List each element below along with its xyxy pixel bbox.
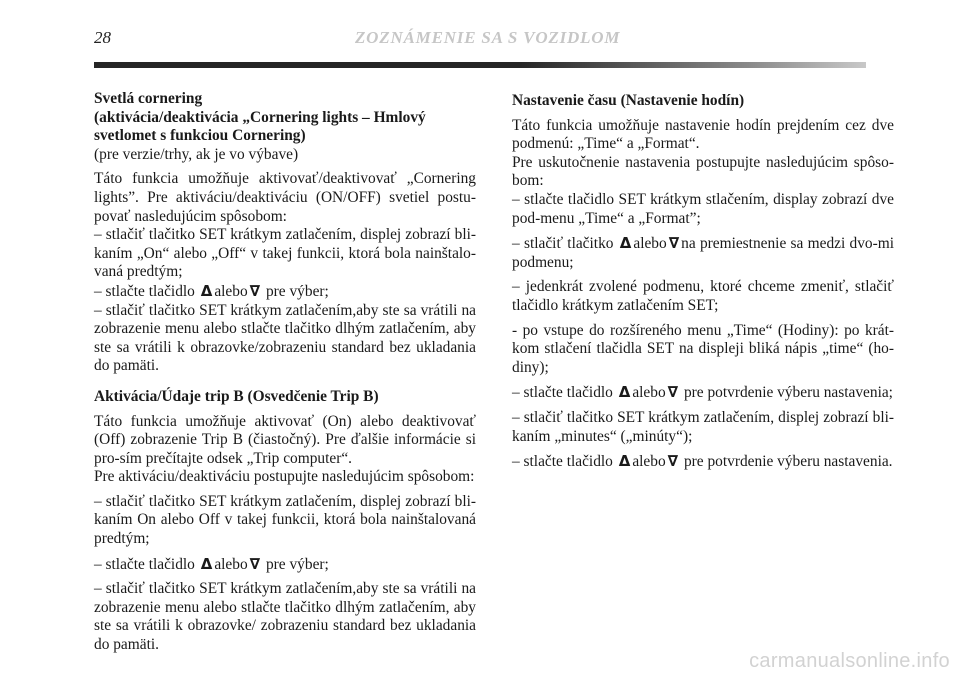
text-fragment: alebo	[214, 282, 248, 300]
clock-paragraph-2: Pre uskutočnenie nastavenia postupujte nasledujúcim spôso-bom:	[512, 153, 894, 190]
triangle-up-icon: Δ	[618, 383, 631, 402]
cornering-paragraph-1: Táto funkcia umožňuje aktivovať/deaktivovať „Cornering lights”. Pre aktiváciu/deaktiváciu (ON/OFF) svetiel postu-povať nasledujúcim spôsobom:	[94, 170, 476, 225]
triangle-up-icon: Δ	[618, 452, 631, 471]
clock-paragraph-9	[512, 452, 894, 472]
text-fragment: – stlačte tlačidlo	[512, 384, 613, 402]
triangle-down-icon: ∇	[249, 281, 261, 300]
text-fragment: alebo	[633, 235, 667, 253]
cornering-paragraph-3	[94, 282, 476, 302]
trip-b-paragraph-2: Pre aktiváciu/deaktiváciu postupujte nasledujúcim spôsobom:	[94, 468, 475, 486]
triangle-down-icon: ∇	[667, 383, 679, 402]
trip-b-paragraph-4	[94, 555, 476, 575]
text-fragment: – stlačte tlačidlo	[94, 555, 195, 573]
clock-paragraph-4	[512, 234, 894, 272]
page-number: 28	[94, 28, 111, 47]
text-fragment: pre potvrdenie výberu nastavenia.	[683, 453, 893, 471]
text-fragment: alebo	[632, 453, 666, 471]
text-fragment: alebo	[632, 384, 666, 402]
trip-b-paragraph-1: Táto funkcia umožňuje aktivovať (On) alebo deaktivovať (Off) zobrazenie Trip B (čiastočný). Pre ďalšie informácie si pro-sím prečítajte odsek „Trip computer“.	[94, 412, 476, 467]
text-fragment: na premiestnenie sa medzi dvo-mi podmenu;	[512, 235, 894, 271]
watermark: carmanualsonline.info	[749, 650, 950, 672]
clock-paragraph-5: – jedenkrát zvolené podmenu, ktoré chceme zmeniť, stlačiť tlačidlo krátkym zatlačením SET;	[512, 278, 894, 314]
clock-paragraph-7	[512, 383, 894, 403]
clock-paragraph-3: – stlačte tlačidlo SET krátkym stlačením, display zobrazí dve pod-menu „Time“ a „Format”;	[512, 190, 894, 227]
triangle-up-icon: Δ	[200, 281, 213, 300]
text-fragment: – stlačte tlačidlo	[94, 282, 195, 300]
cornering-paragraph-2: – stlačiť tlačitko SET krátkym zatlačením, displej zobrazí bli-kaním „On“ alebo „Off“ v takej funkcii, ktorá bola nainštalo-vaná predtým;	[94, 226, 476, 281]
triangle-down-icon: ∇	[249, 554, 261, 573]
trip-b-paragraph-3: – stlačiť tlačitko SET krátkym zatlačením, displej zobrazí bli-kaním On alebo Off v takej funkcii, ktorá bola nainštalovaná predtým;	[94, 492, 476, 548]
clock-paragraph-1: Táto funkcia umožňuje nastavenie hodín prejdením cez dve podmenú: „Time“ a „Format“.	[512, 116, 894, 153]
left-column	[94, 90, 476, 655]
triangle-down-icon: ∇	[667, 452, 679, 471]
text-fragment: – stlačte tlačidlo	[512, 453, 613, 471]
section-subtitle-cornering: (aktivácia/deaktivácia „Cornering lights – Hmlový svetlomet s funkciou Cornering)	[94, 108, 426, 145]
section-title-clock: Nastavenie času (Nastavenie hodín)	[512, 92, 745, 109]
triangle-up-icon: Δ	[200, 554, 213, 573]
text-fragment: pre výber;	[265, 555, 329, 573]
section-title-trip-b: Aktivácia/Údaje trip B (Osvedčenie Trip B)	[94, 387, 379, 405]
cornering-note: (pre verzie/trhy, ak je vo výbave)	[94, 145, 299, 163]
text-fragment: pre výber;	[265, 282, 329, 300]
triangle-up-icon: Δ	[619, 234, 632, 253]
header-rule	[94, 62, 866, 68]
text-fragment: pre potvrdenie výberu nastavenia;	[683, 384, 893, 402]
text-fragment: – stlačiť tlačitko	[512, 235, 614, 253]
trip-b-paragraph-5: – stlačiť tlačitko SET krátkym zatlačením,aby ste sa vrátili na zobrazenie menu alebo stlačte tlačitko dlhým zatlačením, aby ste sa vrátili k obrazovke/ zobrazeniu standard bez ukladania do pamäti.	[94, 580, 476, 654]
right-column	[512, 92, 894, 472]
clock-paragraph-8: – stlačiť tlačitko SET krátkym zatlačením, displej zobrazí bli-kaním „minutes“ („minúty“);	[512, 408, 894, 445]
clock-paragraph-6: - po vstupe do rozšíreného menu „Time“ (Hodiny): po krát-kom stlačení tlačidla SET na displeji bliká nápis „time“ (ho-diny);	[512, 321, 894, 376]
cornering-paragraph-4: – stlačiť tlačitko SET krátkym zatlačením,aby ste sa vrátili na zobrazenie menu alebo stlačte tlačitko dlhým zatlačením, aby ste sa vrátili k obrazovke/zobrazeniu standard bez ukladania do pamäti.	[94, 301, 476, 375]
text-fragment: alebo	[214, 555, 248, 573]
section-title-cornering: Svetlá cornering	[94, 90, 203, 107]
triangle-down-icon: ∇	[668, 234, 680, 253]
running-title: ZOZNÁMENIE SA S VOZIDLOM	[355, 28, 621, 47]
